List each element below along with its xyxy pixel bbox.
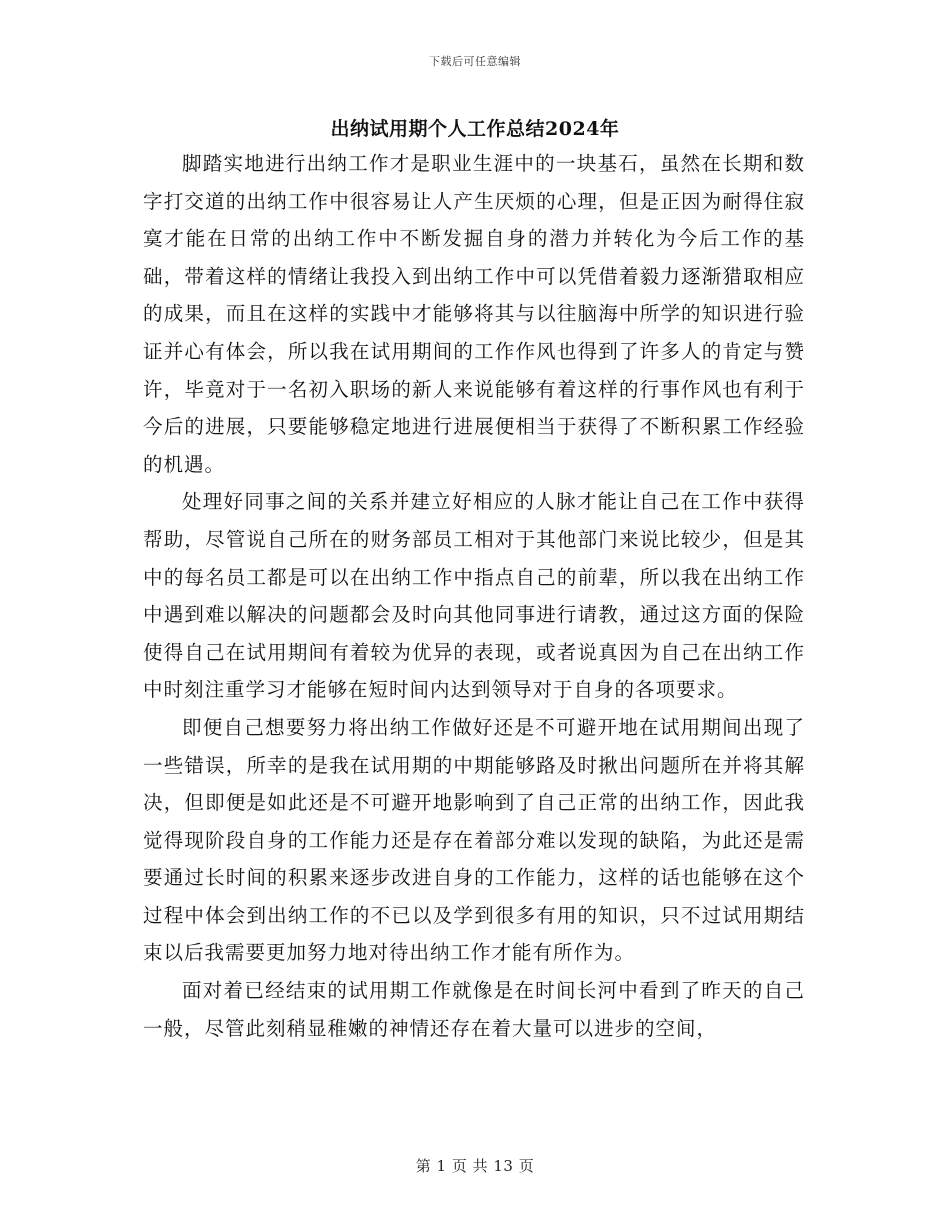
- paragraph-1: 脚踏实地进行出纳工作才是职业生涯中的一块基石，虽然在长期和数字打交道的出纳工作中很容易让人产生厌烦的心理，但是正因为耐得住寂寞才能在日常的出纳工作中不断发掘自身的潜力并转化为今后工作的基础，带着这样的情绪让我投入到出纳工作中可以凭借着毅力逐渐猎取相应的成果，而且在这样的实践中才能够将其与以往脑海中所学的知识进行验证并心有体会，所以我在试用期间的工作作风也得到了许多人的肯定与赞许，毕竟对于一名初入职场的新人来说能够有着这样的行事作风也有利于今后的进展，只要能够稳定地进行进展便相当于获得了不断积累工作经验的机遇。: [143, 152, 805, 476]
- paragraph-4: 面对着已经结束的试用期工作就像是在时间长河中看到了昨天的自己一般，尽管此刻稍显稚嫩的神情还存在着大量可以进步的空间，: [143, 979, 805, 1040]
- paragraph-3: 即便自己想要努力将出纳工作做好还是不可避开地在试用期间出现了一些错误，所幸的是我在试用期的中期能够路及时揪出问题所在并将其解决，但即便是如此还是不可避开地影响到了自己正常的出纳工作，因此我觉得现阶段自身的工作能力还是存在着部分难以发现的缺陷，为此还是需要通过长时间的积累来逐步改进自身的工作能力，这样的话也能够在这个过程中体会到出纳工作的不已以及学到很多有用的知识，只不过试用期结束以后我需要更加努力地对待出纳工作才能有所作为。: [143, 715, 805, 965]
- document-title: 出纳试用期个人工作总结2024年: [330, 118, 620, 140]
- document-body: [143, 145, 805, 1047]
- page-header-note: 下载后可任意编辑: [429, 55, 521, 68]
- page-number-footer: 第 1 页 共 13 页: [415, 1157, 535, 1175]
- paragraph-2: 处理好同事之间的关系并建立好相应的人脉才能让自己在工作中获得帮助，尽管说自己所在的财务部员工相对于其他部门来说比较少，但是其中的每名员工都是可以在出纳工作中指点自己的前辈，所以我在出纳工作中遇到难以解决的问题都会及时向其他同事进行请教，通过这方面的保险使得自己在试用期间有着较为优异的表现，或者说真因为自己在出纳工作中时刻注重学习才能够在短时间内达到领导对于自身的各项要求。: [143, 490, 805, 702]
